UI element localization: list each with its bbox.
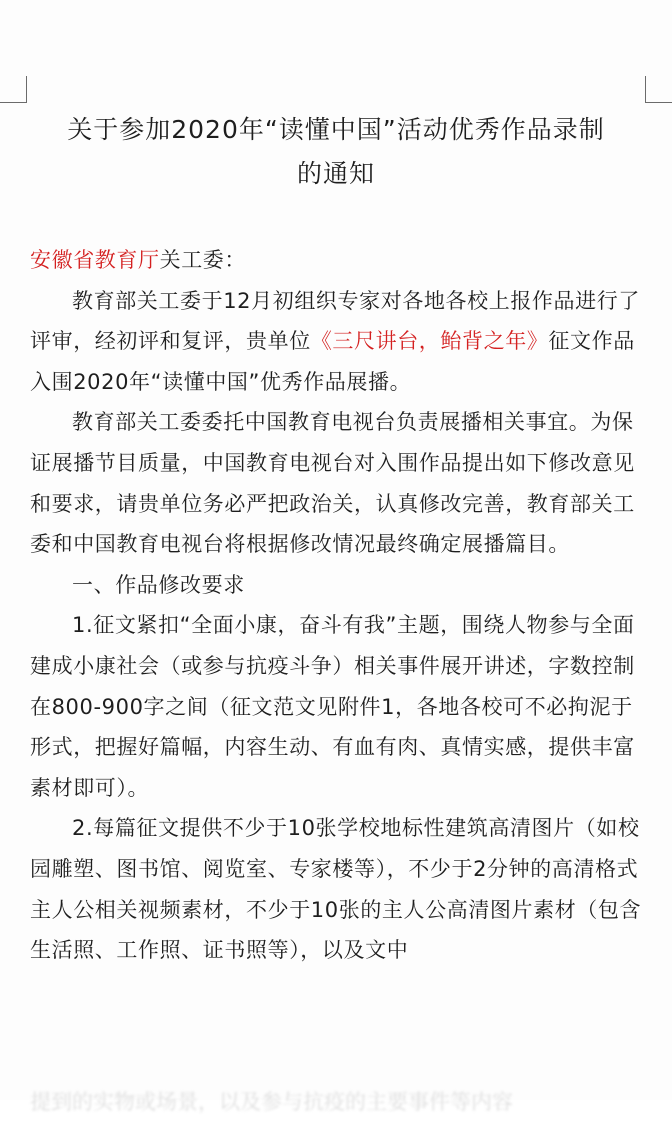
requirement-item-2: 2.每篇征文提供不少于10张学校地标性建筑高清图片（如校园雕塑、图书馆、阅览室、专家楼等），不少于2分钟的高清格式主人公相关视频素材，不少于10张的主人公高清图片素材（包含生活照、工作照、证书照等），以及文中 [30, 816, 642, 963]
document-body [30, 240, 644, 971]
crop-mark-top-right [645, 76, 672, 103]
salutation-rest: 关工委： [159, 248, 247, 272]
paragraph-1-before: 教育部关工委于12月初组织专家对各地各校上报作品进行了评审，经初评和复评，贵单位 [30, 288, 640, 354]
paragraph-1 [30, 281, 644, 403]
title-line-1: 关于参加2020年“读懂中国”活动优秀作品录制 [67, 115, 605, 144]
paragraph-1-after: 征文作品入围2020年“读懂中国”优秀作品展播。 [30, 329, 635, 394]
paragraph-2: 教育部关工委委托中国教育电视台负责展播相关事宜。为保证展播节目质量，中国教育电视台对入围作品提出如下修改意见和要求，请贵单位务必严把政治关，认真修改完善，教育部关工委和中国教育电视台将根据修改情况最终确定展播篇目。 [30, 410, 635, 557]
document-title [0, 108, 672, 196]
section-1-heading: 一、作品修改要求 [72, 572, 245, 597]
crop-mark-top-left [0, 76, 27, 103]
work-title: 《三尺讲台，鲐背之年》 [310, 329, 549, 354]
salutation [30, 240, 644, 281]
requirement-item-1: 1.征文紧扣“全面小康，奋斗有我”主题，围绕人物参与全面建成小康社会（或参与抗疫斗争）相关事件展开讲述，字数控制在800-900字之间（征文范文见附件1，各地各校可不必拘泥于形式，把握好篇幅，内容生动、有血有肉、真情实感，提供丰富素材即可）。 [30, 613, 635, 800]
salutation-org: 安徽省教育厅 [30, 248, 160, 272]
cutoff-text-line: 提到的实物或场景，以及参与抗疫的主要事件等内容 [30, 1090, 513, 1114]
title-line-2: 的通知 [296, 159, 375, 188]
